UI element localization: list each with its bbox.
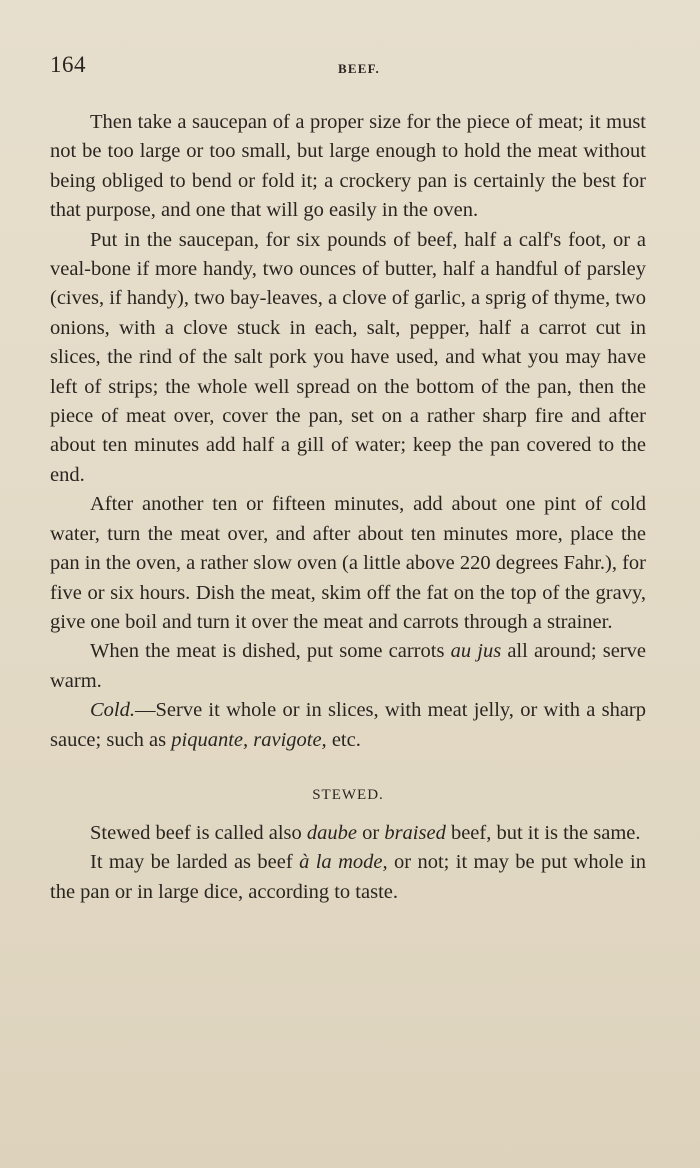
paragraph-ingredients: Put in the saucepan, for six pounds of beef, half a calf's foot, or a veal-bone if more handy, two ounces of butter, half a handful of parsley (cives, if handy), two bay-leaves, a clove of garlic, a sprig of thyme, two onions, with a clove stuck in each, salt, pepper, half a carrot cut in slices, the rind of the salt pork you have used, and what you may have left of strips; the whole well spread on the bottom of the pan, then the piece of meat over, cover the pan, set on a rather sharp fire and after about ten minutes add half a gill of water; keep the pan covered to the end.: [50, 228, 646, 486]
text-run: etc.: [326, 728, 361, 751]
text-run: When the meat is dished, put some carrots: [90, 640, 451, 663]
text-run: It may be larded as beef: [90, 851, 300, 874]
paragraph-cold: [50, 696, 646, 755]
paragraph-cooking: After another ten or fifteen minutes, add about one pint of cold water, turn the meat over, and after about ten minutes more, place the pan in the oven, a rather slow oven (a little above 220 degrees Fahr.), for five or six hours. Dish the meat, skim off the fat on the top of the gravy, give one boil and turn it over the meat and carrots through a strainer.: [50, 493, 647, 633]
section-heading-stewed: STEWED.: [312, 786, 384, 803]
paragraph-stewed: [50, 819, 646, 848]
text-run: beef, but it is the same.: [445, 821, 641, 844]
italic-term: daube: [306, 821, 357, 844]
text-run: all around; serve warm.: [50, 640, 646, 692]
page-header: [50, 48, 648, 84]
italic-term: au jus: [450, 640, 502, 663]
running-head: BEEF.: [337, 61, 380, 76]
paragraph-larded: [50, 848, 646, 907]
paragraph-serving: [50, 637, 646, 696]
paragraph-saucepan: Then take a saucepan of a proper size for the piece of meat; it must not be too large or too small, but large enough to hold the meat without being obliged to bend or fold it; a crockery pan is certainly the best for that purpose, and one that will go easily in the oven.: [50, 111, 646, 222]
text-run: or: [357, 821, 385, 844]
text-run: Stewed beef is called also: [90, 821, 307, 844]
italic-term: à la mode,: [299, 851, 388, 874]
text-run: —Serve it whole or in slices, with meat jelly, or with a sharp sauce; such as: [50, 699, 646, 751]
italic-term: Cold.: [90, 699, 135, 722]
body-text: [50, 108, 646, 907]
italic-term: piquante, ravigote,: [171, 728, 327, 751]
italic-term: braised: [384, 821, 446, 844]
text-run: or not; it may be put whole in the pan or in large dice, according to taste.: [50, 851, 646, 903]
page-number: 164: [50, 52, 86, 77]
